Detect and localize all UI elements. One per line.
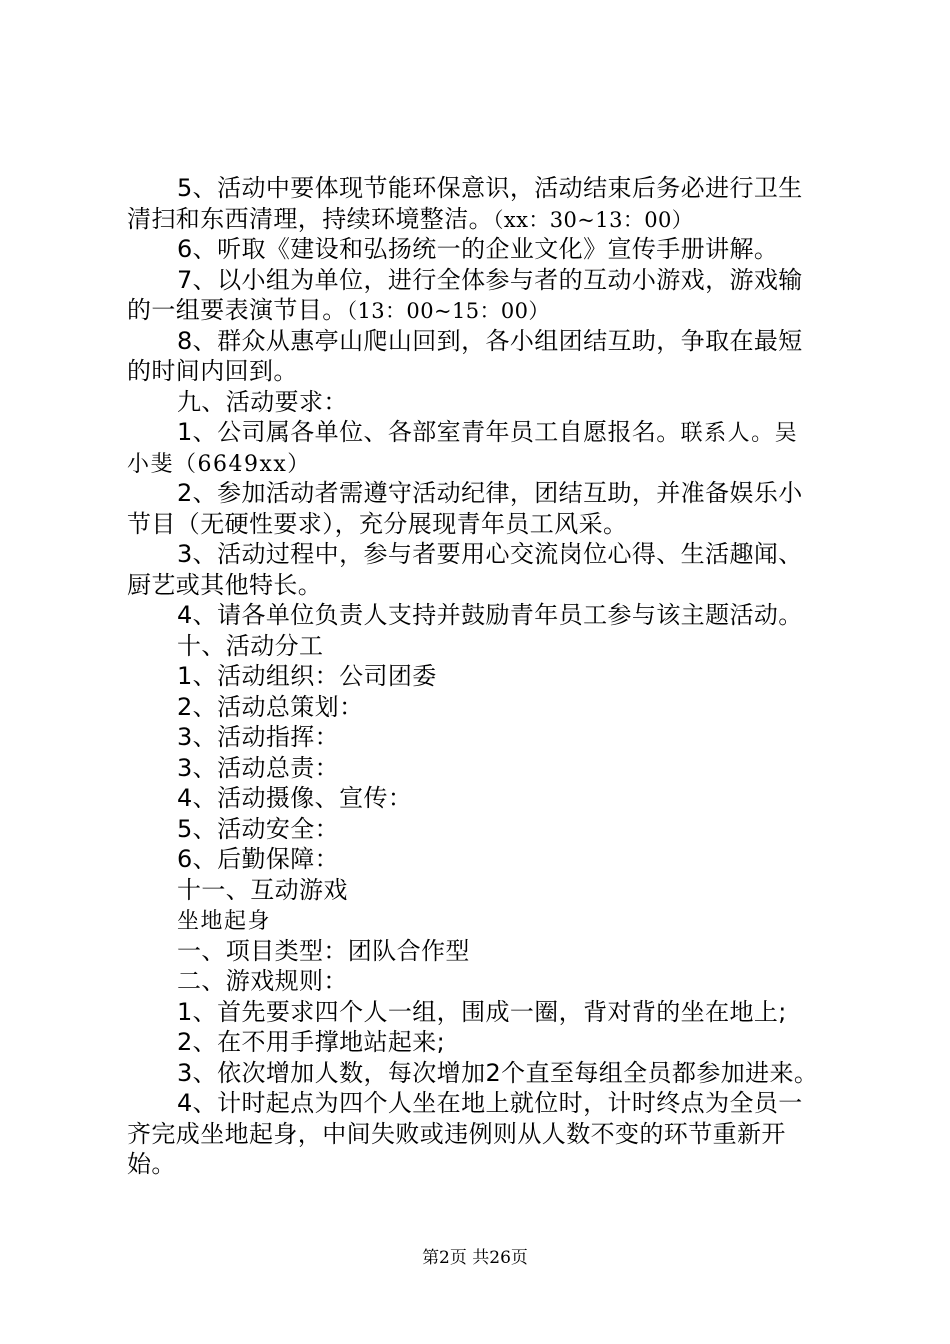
paragraph-line: 清扫和东西清理，持续环境整洁。（xx：30~13：00） — [127, 204, 694, 233]
document-body — [127, 173, 847, 1180]
list-item: 3、活动指挥： — [177, 723, 340, 751]
list-item: 2、在不用手撑地站起来; — [177, 1028, 446, 1056]
paragraph-line — [127, 448, 847, 479]
paragraph-line: 始。 — [127, 1150, 176, 1178]
list-item: 2、活动总策划： — [177, 692, 364, 721]
paragraph-line: 一、项目类型：团队合作型 — [177, 936, 470, 965]
game-title: 坐地起身 — [177, 909, 272, 934]
list-item: 3、依次增加人数，每次增加2个直至每组全员都参加进来。 — [177, 1058, 819, 1087]
paragraph-line: 4、请各单位负责人支持并鼓励青年员工参与该主题活动。 — [177, 601, 803, 629]
section-heading: 十一、互动游戏 — [177, 875, 348, 904]
paragraph-line: 7、以小组为单位，进行全体参与者的互动小游戏，游戏输 — [177, 265, 803, 294]
paragraph-line: 1、公司属各单位、各部室青年员工自愿报名。联系人。吴 — [177, 418, 799, 446]
paragraph-line: 的一组要表演节目。（13：00~15：00） — [127, 296, 550, 324]
section-heading: 十、活动分工 — [177, 631, 324, 660]
paragraph-line: 6、听取《建设和弘扬统一的企业文化》宣传手册讲解。 — [177, 235, 779, 263]
page-footer: 第2页 共26页 — [422, 1248, 528, 1268]
paragraph-line: 齐完成坐地起身，中间失败或违例则从人数不变的环节重新开 — [127, 1119, 786, 1148]
paragraph-line: 厨艺或其他特长。 — [127, 570, 323, 599]
contact-label: 联系人。吴 — [680, 421, 799, 446]
section-heading: 九、活动要求： — [177, 387, 348, 416]
paragraph-line: 2、参加活动者需遵守活动纪律，团结互助，并准备娱乐小 — [177, 479, 803, 507]
contact-name: 小斐（6649xx） — [127, 451, 311, 477]
paragraph-line: 8、群众从惠亭山爬山回到，各小组团结互助，争取在最短 — [177, 326, 803, 355]
time-range: （13：00~15：00） — [346, 299, 550, 323]
paragraph-line: 3、活动过程中，参与者要用心交流岗位心得、生活趣闻、 — [177, 540, 803, 568]
list-item: 6、后勤保障： — [177, 845, 340, 873]
paragraph-line: 5、活动中要体现节能环保意识，活动结束后务必进行卫生 — [177, 174, 803, 202]
paragraph-line: 的时间内回到。 — [127, 357, 298, 385]
paragraph-line: 节目（无硬性要求），充分展现青年员工风采。 — [127, 509, 628, 538]
section-heading: 二、游戏规则： — [177, 967, 348, 995]
list-item: 5、活动安全： — [177, 814, 340, 843]
time-range: （xx：30~13：00） — [493, 207, 694, 232]
paragraph-line: 4、计时起点为四个人坐在地上就位时，计时终点为全员一 — [177, 1089, 803, 1117]
list-item: 1、活动组织：公司团委 — [177, 662, 437, 690]
list-item: 3、活动总责： — [177, 753, 340, 782]
list-item: 4、活动摄像、宣传： — [177, 784, 413, 812]
list-item: 1、首先要求四个人一组，围成一圈，背对背的坐在地上; — [177, 997, 787, 1026]
